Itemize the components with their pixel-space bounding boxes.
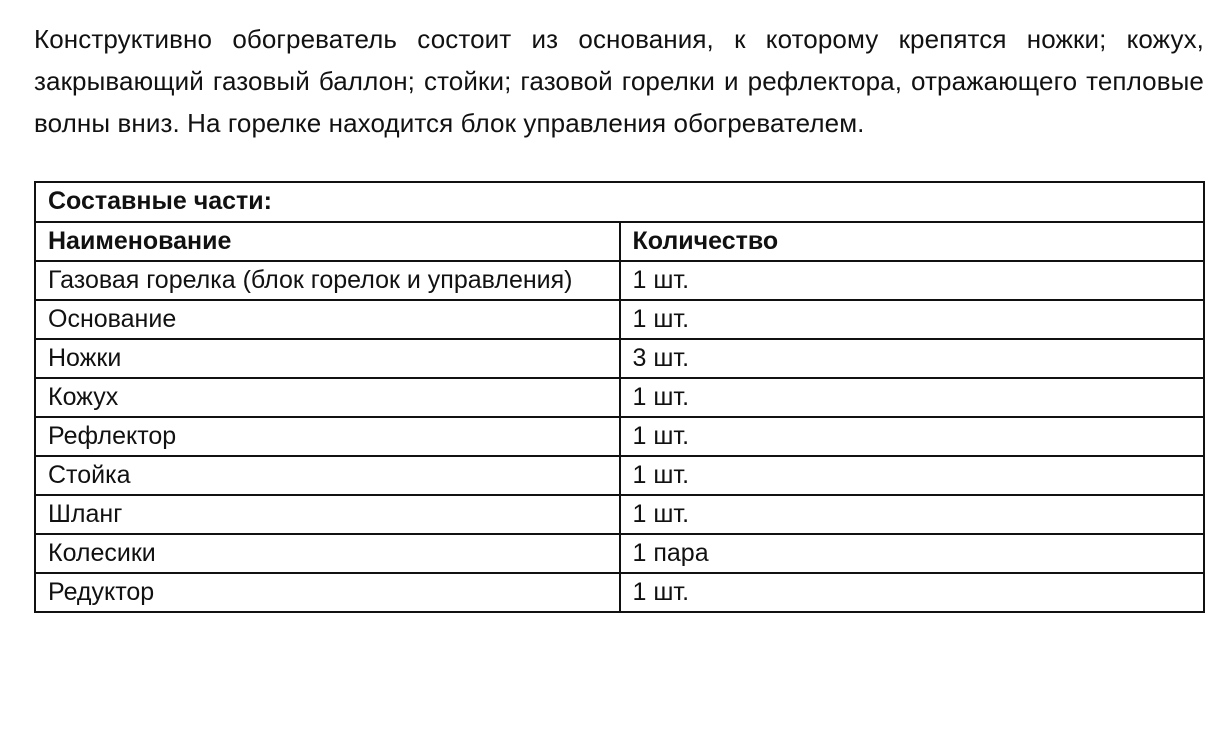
table-row [35, 261, 1204, 300]
table-row [35, 495, 1204, 534]
part-name: Редуктор [35, 573, 620, 612]
table-row [35, 417, 1204, 456]
part-name: Стойка [35, 456, 620, 495]
part-name: Шланг [35, 495, 620, 534]
part-quantity: 1 шт. [620, 456, 1205, 495]
part-name: Колесики [35, 534, 620, 573]
part-quantity: 1 шт. [620, 495, 1205, 534]
table-row [35, 534, 1204, 573]
intro-paragraph: Конструктивно обогреватель состоит из основания, к которому крепятся ножки; кожух, закрывающий газовый баллон; стойки; газовой горелки и рефлектора, отражающего тепловые волны вниз. На горелке находится блок управления обогревателем. [34, 24, 1204, 138]
part-quantity: 1 шт. [620, 573, 1205, 612]
table-row [35, 300, 1204, 339]
table-caption-row [35, 182, 1204, 222]
column-header-name: Наименование [35, 222, 620, 261]
document-body [34, 18, 1204, 144]
part-quantity: 1 шт. [620, 300, 1205, 339]
table-row [35, 339, 1204, 378]
part-name: Основание [35, 300, 620, 339]
part-quantity: 1 шт. [620, 378, 1205, 417]
table-row [35, 573, 1204, 612]
part-quantity: 1 шт. [620, 261, 1205, 300]
part-quantity: 1 пара [620, 534, 1205, 573]
parts-table [34, 181, 1205, 613]
table-header-row [35, 222, 1204, 261]
part-name: Кожух [35, 378, 620, 417]
table-caption: Составные части: [35, 182, 1204, 222]
column-header-quantity: Количество [620, 222, 1205, 261]
part-quantity: 3 шт. [620, 339, 1205, 378]
table-row [35, 456, 1204, 495]
part-name: Ножки [35, 339, 620, 378]
part-name: Рефлектор [35, 417, 620, 456]
table-row [35, 378, 1204, 417]
part-name: Газовая горелка (блок горелок и управления) [35, 261, 620, 300]
part-quantity: 1 шт. [620, 417, 1205, 456]
